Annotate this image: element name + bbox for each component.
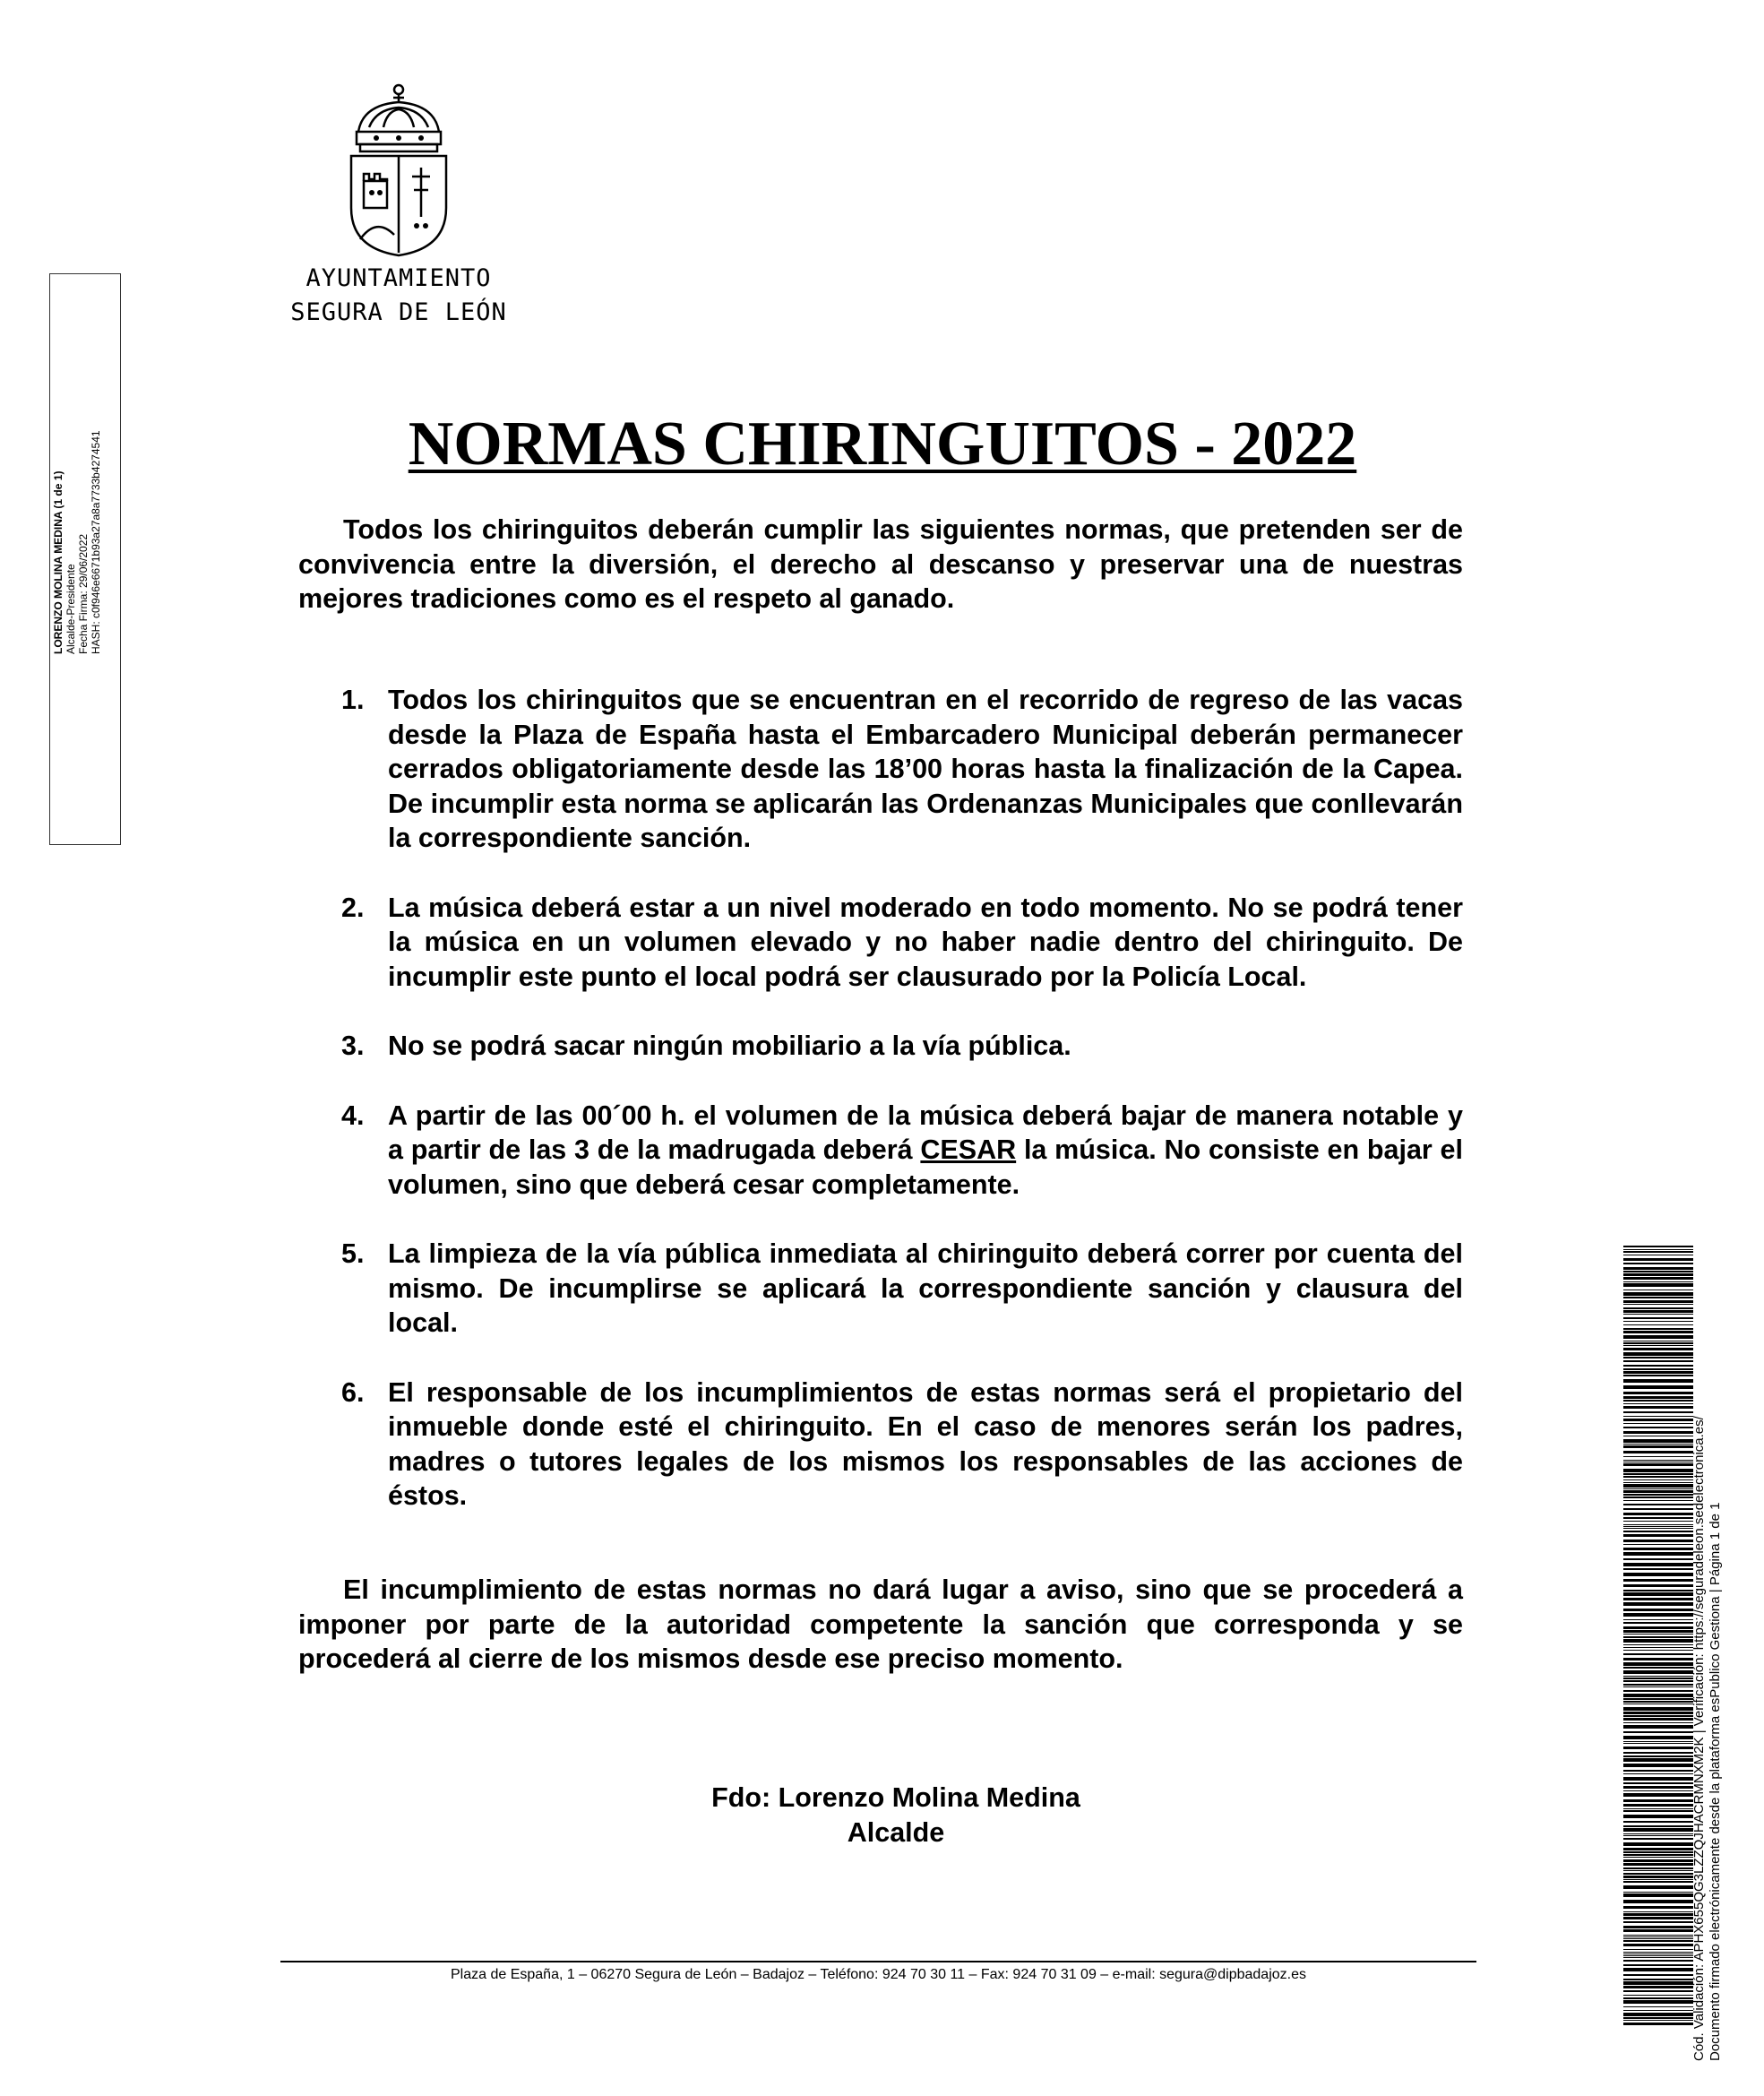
rules-list xyxy=(298,683,1463,1548)
signatory-name: Fdo: Lorenzo Molina Medina xyxy=(711,1782,1080,1813)
rule-number: 4. xyxy=(341,1100,365,1131)
rule-text-after: la música. No consiste en bajar el volumen, sino que deberá cesar completamente. xyxy=(388,1134,1463,1200)
barcode-icon xyxy=(1623,1246,1693,2025)
rule-number: 2. xyxy=(341,892,365,923)
rule-text: Todos los chiringuitos que se encuentran en el recorrido de regreso de las vacas desde la Plaza de España hasta el Embarcadero Municipal deberán permanecer cerrados obligatoriamente desde las 18’00 horas hasta la finalización de la Capea. De incumplir esta norma se aplicarán las Ordenanzas Municipales que conllevarán la correspondiente sanción. xyxy=(388,685,1463,853)
closing-paragraph: El incumplimiento de estas normas no dará lugar a aviso, sino que se procederá a imponer por parte de la autoridad competente la sanción que corresponda y se procederá al cierre de los mismos desde ese preciso momento. xyxy=(298,1574,1463,1674)
signature-stamp-role: Alcalde-Presidente xyxy=(65,564,77,654)
verification-platform-line: Documento firmado electrónicamente desde la plataforma esPublico Gestiona | Página 1 de 1 xyxy=(1708,1502,1723,2061)
rule-item xyxy=(298,683,1463,856)
signature-block xyxy=(627,1781,1165,1850)
rule-number: 1. xyxy=(341,685,365,715)
rule-text-before: A partir de las 00´00 h. el volumen de la música deberá bajar de manera notable y a partir de las 3 de la madrugada deberá xyxy=(388,1100,1463,1165)
signatory-role: Alcalde xyxy=(847,1817,945,1848)
rule-text: No se podrá sacar ningún mobiliario a la vía pública. xyxy=(388,1031,1071,1061)
footer-contact: Plaza de España, 1 – 06270 Segura de León – Badajoz – Teléfono: 924 70 30 11 – Fax: 924 70 31 09 – e-mail: segura@dipbadajoz.es xyxy=(450,1967,1306,1982)
rule-text: La música deberá estar a un nivel moderado en todo momento. No se podrá tener la música en un volumen elevado y no haber nadie dentro del chiringuito. De incumplir este punto el local podrá ser clausurado por la Policía Local. xyxy=(388,892,1463,992)
signature-stamp-hash: HASH: c0f946e6671b93a27a8a7733b4274541 xyxy=(90,430,102,654)
rule-number: 5. xyxy=(341,1238,365,1269)
rule-item xyxy=(298,891,1463,995)
signature-stamp-text xyxy=(52,206,102,654)
rule-item xyxy=(298,1099,1463,1203)
signature-stamp-date: Fecha Firma: 29/06/2022 xyxy=(77,533,90,654)
organization-name xyxy=(233,262,564,330)
document-title xyxy=(296,409,1469,480)
rule-item xyxy=(298,1237,1463,1341)
rule-item xyxy=(298,1029,1463,1064)
rule-text-emphasis: CESAR xyxy=(920,1134,1017,1165)
document-title-text: NORMAS CHIRINGUITOS - 2022 xyxy=(408,410,1357,479)
rule-number: 6. xyxy=(341,1376,365,1408)
signature-stamp-name: LORENZO MOLINA MEDINA (1 de 1) xyxy=(52,470,65,654)
rule-item xyxy=(298,1376,1463,1514)
rule-text: La limpieza de la vía pública inmediata al chiringuito deberá correr por cuenta del mismo. De incumplirse se aplicará la correspondiente sanción y clausura del local. xyxy=(388,1238,1463,1338)
verification-code-line: Cód. Validación: APHX655QG3LZZQJHACRMNXM2K | Verificación: https://seguradeleon.sedelectronica.es/ xyxy=(1691,1416,1707,2061)
rule-text: El responsable de los incumplimientos de estas normas será el propietario del inmueble donde esté el chiringuito. En el caso de menores serán los padres, madres o tutores legales de los mismos los responsables de las acciones de éstos. xyxy=(388,1376,1463,1511)
intro-paragraph: Todos los chiringuitos deberán cumplir las siguientes normas, que pretenden ser de convivencia entre la diversión, el derecho al descanso y preservar una de nuestras mejores tradiciones como es el respeto al ganado. xyxy=(298,514,1463,614)
verification-text xyxy=(1691,1201,1724,2061)
coat-of-arms-icon xyxy=(340,82,457,257)
organization-line1: AYUNTAMIENTO xyxy=(305,264,492,292)
footer-divider xyxy=(280,1961,1476,1962)
rule-number: 3. xyxy=(341,1031,365,1061)
organization-line2: SEGURA DE LEÓN xyxy=(290,298,507,326)
